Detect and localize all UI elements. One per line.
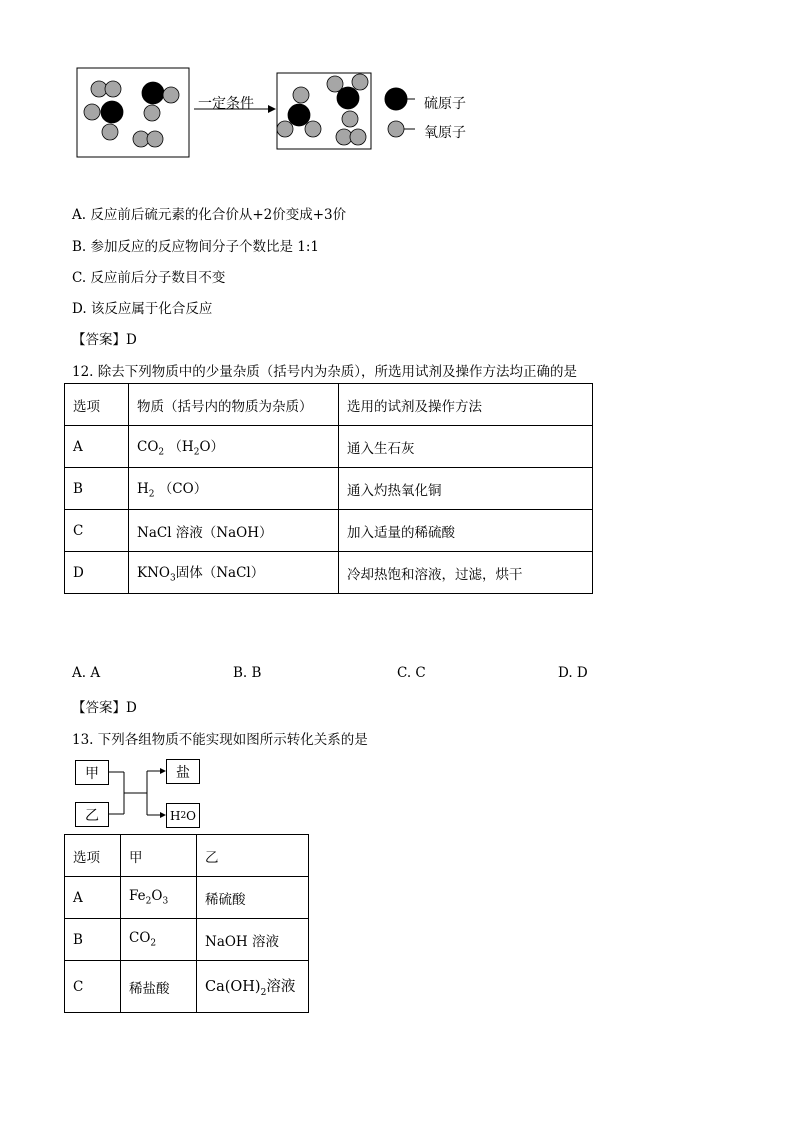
header-cell: 物质（括号内的物质为杂质） [129, 384, 339, 426]
method-cell: 通入灼热氧化铜 [339, 468, 593, 510]
jia-cell: $CO_2$ [121, 919, 197, 961]
method-cell: 冷却热饱和溶液，过滤，烘干 [339, 552, 593, 594]
table-row [65, 552, 593, 594]
salt-box: 盐 [166, 759, 200, 784]
substance-cell: $KNO_3$固体（NaCl） [129, 552, 339, 594]
yi-cell: NaOH 溶液 [197, 919, 309, 961]
answer-value: D [126, 700, 137, 716]
header-cell: 选项 [65, 835, 121, 877]
table-header-row [65, 835, 309, 877]
option-cell: B [65, 919, 121, 961]
q12-choice-b: B. B [233, 665, 262, 681]
oxygen-legend-marker [388, 121, 404, 137]
q11-option-c: C. 反应前后分子数目不变 [72, 270, 226, 286]
table-row [65, 468, 593, 510]
jia-box: 甲 [75, 760, 109, 785]
q11-option-d: D. 该反应属于化合反应 [72, 301, 213, 317]
substance-cell: $H_2$ （CO） [129, 468, 339, 510]
jia-cell: $Fe_2O_3$ [121, 877, 197, 919]
table-row [65, 961, 309, 1013]
q13-stem: 13. 下列各组物质不能实现如图所示转化关系的是 [72, 732, 368, 748]
substance-cell: $CO_2$ $(H_2O)$ [129, 426, 339, 468]
q12-table [64, 383, 593, 594]
reaction-figure [70, 62, 490, 162]
option-cell: D [65, 552, 129, 594]
table-row [65, 877, 309, 919]
header-cell: 甲 [121, 835, 197, 877]
table-row [65, 919, 309, 961]
q12-stem: 12. 除去下列物质中的少量杂质（括号内为杂质），所选用试剂及操作方法均正确的是 [72, 364, 578, 380]
sulfur-legend-label: 硫原子 [424, 96, 466, 112]
reaction-condition: 一定条件 [198, 96, 254, 112]
yi-cell: 稀硫酸 [197, 877, 309, 919]
oxygen-legend-label: 氧原子 [424, 125, 466, 141]
option-cell: C [65, 961, 121, 1013]
q11-option-b: B. 参加反应的反应物间分子个数比是 1:1 [72, 239, 320, 255]
method-cell: 通入生石灰 [339, 426, 593, 468]
method-cell: 加入适量的稀硫酸 [339, 510, 593, 552]
conversion-diagram [74, 756, 214, 830]
q12-choice-c: C. C [397, 665, 426, 681]
q13-table [64, 834, 309, 1013]
answer-label: 【答案】 [72, 332, 126, 348]
option-cell: A [65, 877, 121, 919]
sulfur-legend-marker [385, 88, 407, 110]
q12-choice-d: D. D [558, 665, 588, 681]
q12-choice-a: A. A [72, 665, 101, 681]
jia-cell: 稀盐酸 [121, 961, 197, 1013]
option-cell: A [65, 426, 129, 468]
table-row [65, 510, 593, 552]
yi-box: 乙 [75, 802, 109, 827]
header-cell: 选项 [65, 384, 129, 426]
q11-option-a: A. 反应前后硫元素的化合价从+2价变成+3价 [72, 207, 347, 223]
answer-label: 【答案】 [72, 700, 126, 716]
option-cell: B [65, 468, 129, 510]
table-header-row [65, 384, 593, 426]
option-cell: C [65, 510, 129, 552]
table-row [65, 426, 593, 468]
q12-answer [72, 696, 137, 716]
header-cell: 选用的试剂及操作方法 [339, 384, 593, 426]
yi-cell: $Ca(OH)_2$溶液 [197, 961, 309, 1013]
substance-cell: NaCl 溶液（NaOH） [129, 510, 339, 552]
answer-value: D [126, 332, 137, 348]
water-box: H 2 O [166, 803, 200, 828]
q11-answer [72, 328, 137, 348]
header-cell: 乙 [197, 835, 309, 877]
